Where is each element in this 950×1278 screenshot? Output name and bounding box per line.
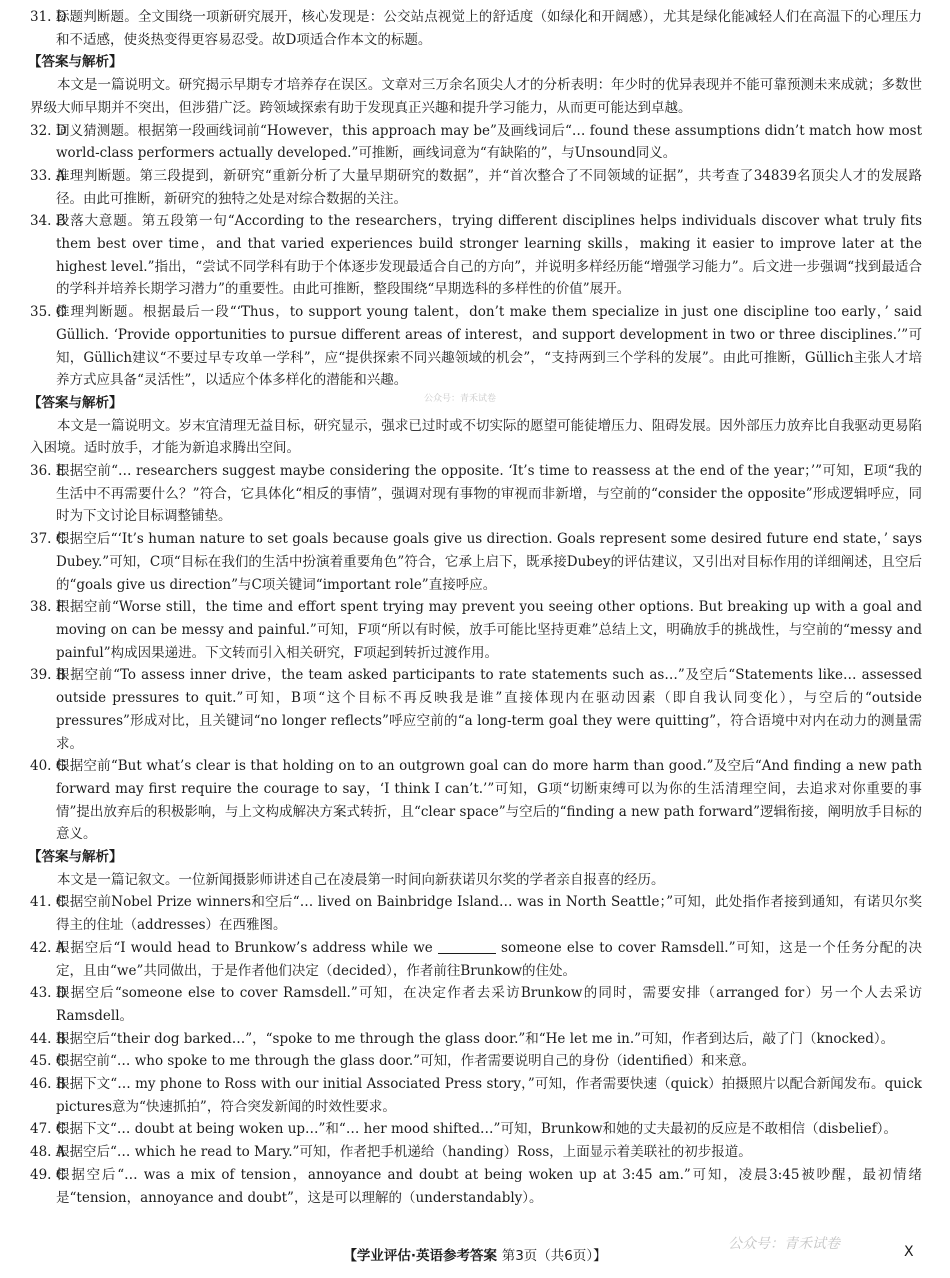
answer-item-34 (30, 210, 922, 301)
item-text: 根据空后“‘It’s human nature to set goals because goals give us direction. Goals represent some desired future end state，’ says Dubey.”可知，C项“目标在我们的生活中扮演着重要角色”符合，它承上启下，既承接Dubey的评估建议，又引出对目标作用的详细阐述，且空后的“goals give us direction”与C项关键词“important role”直接呼应。 (56, 531, 922, 593)
item-number: 35. C (30, 304, 67, 321)
item-number: 42. A (30, 939, 66, 956)
item-number: 34. B (30, 213, 66, 230)
answer-content (30, 6, 922, 1209)
answer-item-41 (30, 891, 922, 936)
section-heading: 【答案与解析】 (28, 849, 123, 866)
answer-item-37 (30, 528, 922, 596)
item-number: 32. D (30, 122, 67, 139)
item-text: 推理判断题。第三段提到，新研究“重新分析了大量早期研究的数据”，并“首次整合了不同领域的证据”，共考查了34839名顶尖人才的发展路径。由此可推断，新研究的独特之处是对综合数据的关注。 (56, 167, 922, 207)
answer-item-42 (30, 937, 922, 982)
answer-item-47 (30, 1118, 922, 1141)
answer-item-49 (30, 1164, 922, 1209)
item-text: 段落大意题。第五段第一句“According to the researchers，trying different disciplines helps individuals discover what truly fits them best over time，and that varied experiences build stronger learning skills，making it easier to improve later at the highest level.”指出，“尝试不同学科有助于个体逐步发现最适合自己的方向”，并说明多样经历能“增强学习能力”。后文进一步强调“找到最适合的学科并培养长期学习潜力”的重要性。由此可推断，整段围绕“早期选科的多样性的价值”展开。 (56, 213, 923, 298)
item-number: 39. B (30, 667, 66, 684)
item-text: 根据空后“someone else to cover Ramsdell.”可知，在决定作者去采访Brunkow的同时，需要安排（arranged for）另一个人去采访Ramsdell。 (56, 985, 922, 1024)
passage-summary: 本文是一篇说明文。研究揭示早期专才培养存在误区。文章对三万余名顶尖人才的分析表明：年少时的优异表现并不能可靠预测未来成就；多数世界级大师早期并不突出，但涉猎广泛。跨领域探索有助于发现真正兴趣和提升学习能力，从而更可能达到卓越。 (30, 77, 922, 116)
item-text: 推理判断题。根据最后一段“‘Thus，to support young talent，don’t make them specialize in just one discipline too early，’ said Güllich. ‘Provide opportunities to pursue different areas of interest，and support development in two or three disciplines.’”可知，Güllich建议“不要过早专攻单一学科”，应“提供探索不同兴趣领域的机会”，“支持两到三个学科的发展”。由此可推断，Güllich主张人才培养方式应具备“灵活性”，以适应个体多样化的潜能和兴趣。 (56, 304, 922, 389)
item-number: 40. G (30, 758, 67, 775)
answer-item-32 (30, 120, 922, 165)
item-number: 37. C (30, 531, 67, 548)
footer-title: 【学业评估·英语参考答案 (343, 1248, 497, 1264)
answer-item-33 (30, 165, 922, 210)
item-text: 根据空前“But what’s clear is that holding on to an outgrown goal can do more harm than good.”及空后“And finding a new path forward may first require the courage to say，‘I think I can’t.’”可知，G项“切断束缚可以为你的生活清理空间，去追求对你重要的事情”提出放弃后的积极影响，与上文构成解决方案式转折，且“clear space”与空后的“finding a new path forward”逻辑衔接，阐明放手目标的意义。 (56, 758, 922, 843)
fill-blank-line (438, 939, 496, 954)
watermark-footer: 公众号：青禾试卷 (728, 1236, 840, 1252)
item-number: 31. D (30, 9, 67, 25)
item-text: 根据空前Nobel Prize winners和空后“… lived on Bainbridge Island… was in North Seattle；”可知，此处指作者接到通知，有诺贝尔奖得主的住址（addresses）在西雅图。 (56, 894, 922, 934)
item-number: 47. C (30, 1121, 67, 1138)
section-heading: 【答案与解析】 (28, 54, 123, 71)
item-text: 根据空前“… researchers suggest maybe considering the opposite. ‘It’s time to reassess at the end of the year；’”可知，E项“我的生活中不再需要什么？”符合，它具体化“相反的事情”，强调对现有事物的审视而非新增，与空前的“consider the opposite”形成逻辑呼应，同时为下文讨论目标调整铺垫。 (56, 463, 922, 525)
item-number: 49. C (30, 1166, 67, 1183)
item-text: 词义猜测题。根据第一段画线词前“However，this approach may be”及画线词后“… found these assumptions didn’t match how most world-class performers actually developed.”可推断，画线词意为“有缺陷的”，与Unsound同义。 (56, 122, 922, 162)
item-number: 48. A (30, 1144, 66, 1161)
item-text: 标题判断题。全文围绕一项新研究展开，核心发现是：公交站点视觉上的舒适度（如绿化和开阔感），尤其是绿化能减轻人们在高温下的心理压力和不适感，使炎热变得更容易忍受。故D项适合作本文的标题。 (56, 9, 922, 48)
item-number: 33. A (30, 167, 66, 184)
item-text: 根据下文“… my phone to Ross with our initial Associated Press story，”可知，作者需要快速（quick）拍摄照片以配合新闻发布。quick pictures意为“快速抓拍”，符合突发新闻的时效性要求。 (56, 1076, 922, 1115)
item-number: 45. C (30, 1053, 67, 1070)
answer-item-36 (30, 460, 922, 528)
item-number: 41. C (30, 894, 67, 911)
answer-item-35 (30, 301, 922, 392)
page-number: 第3页（共6页）】 (501, 1248, 607, 1264)
item-number: 46. B (30, 1076, 66, 1093)
item-text: 根据空后“their dog barked…”，“spoke to me through the glass door.”和“He let me in.”可知，作者到达后，敲了门（knocked）。 (56, 1030, 895, 1047)
answer-item-46 (30, 1073, 922, 1118)
item-text: 根据空前“To assess inner drive，the team asked participants to rate statements such as…”及空后“Statements like… assessed outside pressures to quit.”可知，B项“这个目标不再反映我是谁”直接体现内在驱动因素（即自我认同变化），与空后的“outside pressures”形成对比，且关键词“no longer reflects”呼应空前的“a long-term goal they were quitting”，符合语境中对内在动力的测量需求。 (56, 667, 922, 752)
item-number: 43. D (30, 985, 67, 1002)
passage-summary: 本文是一篇说明文。岁末宜清理无益目标，研究显示，强求已过时或不切实际的愿望可能徒增压力、阻碍发展。因外部压力放弃比自我驱动更易陷入困境。适时放手，才能为新追求腾出空间。 (30, 417, 922, 457)
item-number: 44. B (30, 1030, 66, 1047)
item-text: 根据空前“Worse still，the time and effort spent trying may prevent you seeing other options. But breaking up with a goal and moving on can be messy and painful.”可知，F项“所以有时候，放手可能比坚持更难”总结上文，明确放手的挑战性，与空前的“messy and painful”构成因果递进。下文转而引入相关研究，F项起到转折过渡作用。 (56, 599, 922, 661)
answer-item-44 (30, 1028, 922, 1051)
answer-item-38 (30, 596, 922, 664)
item-text: 根据空后“… was a mix of tension，annoyance and doubt at being woken up at 3:45 am.”可知，凌晨3:45被吵醒，最初情绪是“tension，annoyance and doubt”，这是可以理解的（understandably）。 (56, 1166, 922, 1206)
answer-item-45 (30, 1050, 922, 1073)
answer-item-40 (30, 755, 922, 846)
corner-mark: X (904, 1244, 914, 1260)
item-text-before-blank: 根据空后“I would head to Brunkow’s address while we (56, 939, 433, 956)
answer-item-31 (30, 6, 922, 51)
answer-item-43 (30, 982, 922, 1027)
section-heading: 【答案与解析】 (28, 394, 123, 411)
answer-item-39 (30, 664, 922, 755)
item-number: 36. E (30, 463, 66, 480)
answer-item-48 (30, 1141, 922, 1164)
item-text: 根据空后“… which he read to Mary.”可知，作者把手机递给（handing）Ross，上面显示着美联社的初步报道。 (56, 1144, 752, 1161)
item-text: 根据空前“… who spoke to me through the glass door.”可知，作者需要说明自己的身份（identified）和来意。 (56, 1053, 756, 1070)
watermark-middle: 公众号：青禾试卷 (424, 394, 497, 404)
item-text: 根据下文“… doubt at being woken up…”和“… her mood shifted…”可知，Brunkow和她的丈夫最初的反应是不敢相信（disbelief）。 (56, 1121, 897, 1138)
item-text-after-blank: someone else to cover Ramsdell.”可知，这是一个任务分配的决定，且由“we”共同做出，于是作者他们决定（decided），作者前往Brunkow的住处。 (56, 939, 922, 979)
item-number: 38. F (30, 599, 66, 616)
passage-summary: 本文是一篇记叙文。一位新闻摄影师讲述自己在凌晨第一时间向新获诺贝尔奖的学者亲自报喜的经历。 (57, 871, 665, 888)
